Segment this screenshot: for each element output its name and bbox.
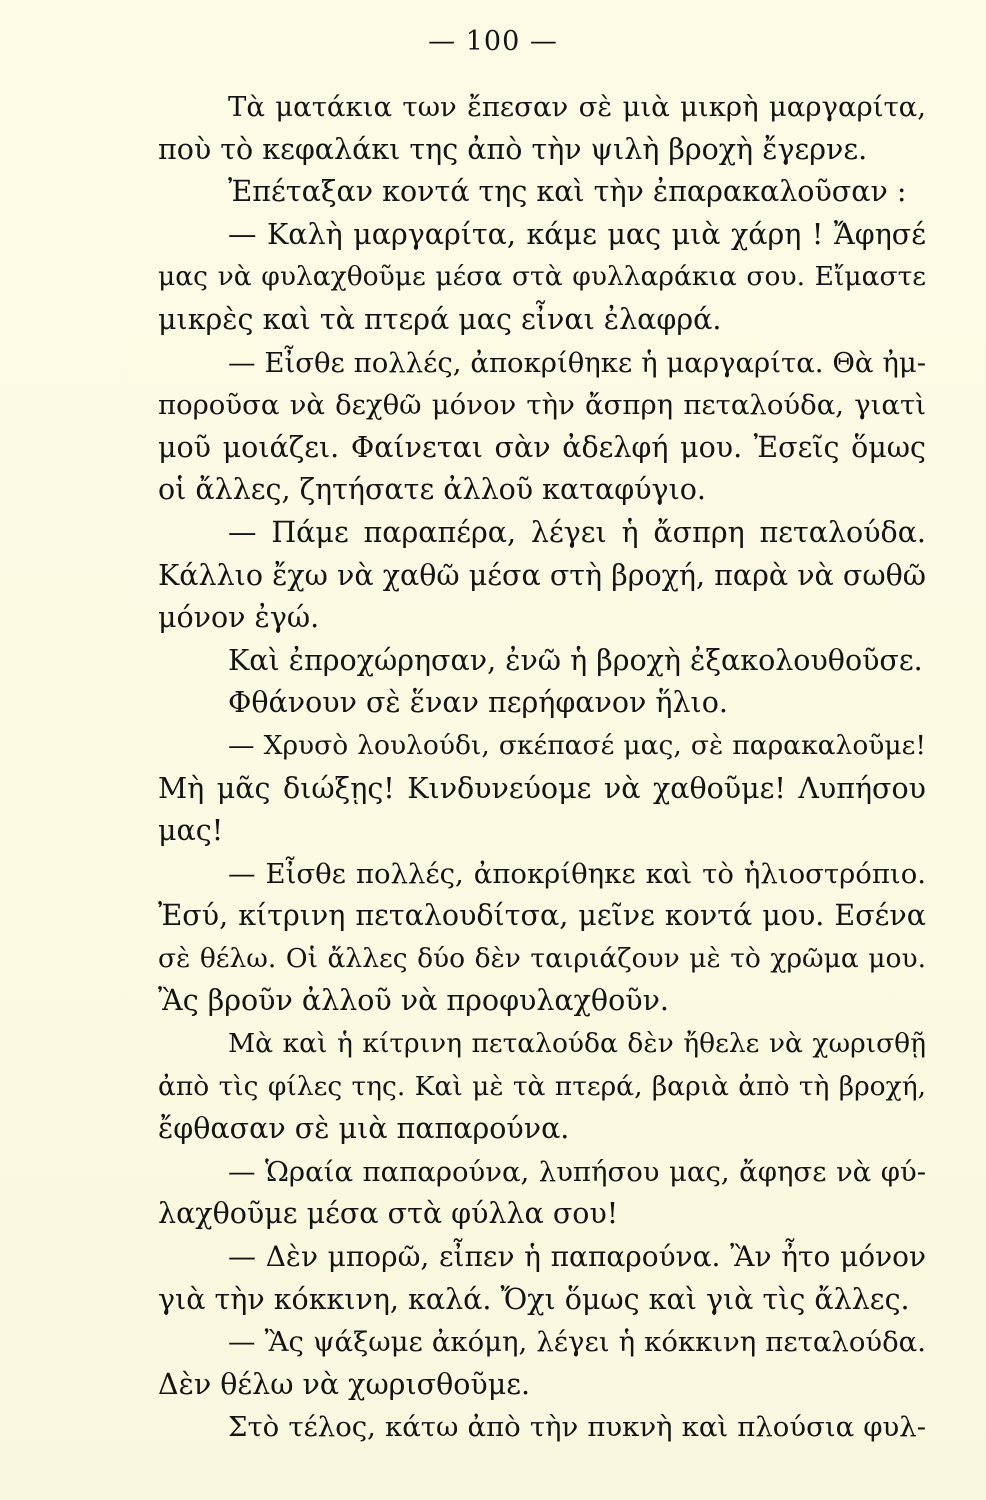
text-line: μοῦ μοιάζει. Φαίνεται σὰν ἀδελφή μου. Ἐσεῖς ὅμως xyxy=(158,430,926,464)
text-line: Μὰ καὶ ἡ κίτρινη πεταλούδα δὲν ἤθελε νὰ χωρισθῇ xyxy=(228,1028,926,1060)
text-line: — Πάμε παραπέρα, λέγει ἡ ἄσπρη πεταλούδα. xyxy=(228,515,926,549)
page-number: — 100 — xyxy=(428,26,558,57)
text-line: λαχθοῦμε μέσα στὰ φύλλα σου! xyxy=(158,1197,619,1231)
text-line: μικρὲς καὶ τὰ πτερά μας εἶναι ἐλαφρά. xyxy=(158,302,722,336)
text-line: Τὰ ματάκια των ἔπεσαν σὲ μιὰ μικρὴ μαργαρίτα, xyxy=(228,91,926,123)
text-line: Μὴ μᾶς διώξῃς! Κινδυνεύομε νὰ χαθοῦμε! Λυπήσου xyxy=(158,771,926,805)
text-line: — Εἶσθε πολλές, ἀποκρίθηκε ἡ μαργαρίτα. Θὰ ἠμ- xyxy=(228,346,926,379)
text-line: — Ἂς ψάξωμε ἀκόμη, λέγει ἡ κόκκινη πεταλούδα. xyxy=(228,1326,926,1359)
text-line: Κάλλιο ἔχω νὰ χαθῶ μέσα στὴ βροχή, παρὰ νὰ σωθῶ xyxy=(158,558,926,592)
text-line: Καὶ ἐπροχώρησαν, ἐνῶ ἡ βροχὴ ἐξακολουθοῦσε. xyxy=(228,643,923,677)
text-line: μόνον ἐγώ. xyxy=(158,601,320,635)
text-line: Ἐπέταξαν κοντά της καὶ τὴν ἐπαρακαλοῦσαν : xyxy=(228,175,907,209)
text-line: ἔφθασαν σὲ μιὰ παπαρούνα. xyxy=(158,1112,570,1146)
text-line: — Εἶσθε πολλές, ἀποκρίθηκε καὶ τὸ ἡλιοστρόπιο. xyxy=(228,857,926,890)
text-line: μας νὰ φυλαχθοῦμε μέσα στὰ φυλλαράκια σου. Εἴμαστε xyxy=(158,261,926,293)
text-line: ποροῦσα νὰ δεχθῶ μόνον τὴν ἄσπρη πεταλούδα, γιατὶ xyxy=(158,389,926,422)
text-line: — Καλὴ μαργαρίτα, κάμε μας μιὰ χάρη ! Ἄφησέ xyxy=(228,217,926,251)
text-line: Στὸ τέλος, κάτω ἀπὸ τὴν πυκνὴ καὶ πλούσια φυλ- xyxy=(228,1411,926,1444)
text-line: γιὰ τὴν κόκκινη, καλά. Ὄχι ὅμως καὶ γιὰ τὶς ἄλλες. xyxy=(158,1282,910,1316)
text-line: μας! xyxy=(158,814,224,848)
text-line: Ἂς βροῦν ἀλλοῦ νὰ προφυλαχθοῦν. xyxy=(158,984,669,1018)
text-line: οἱ ἄλλες, ζητήσατε ἀλλοῦ καταφύγιο. xyxy=(158,473,706,507)
text-line: σὲ θέλω. Οἱ ἄλλες δύο δὲν ταιριάζουν μὲ τὸ χρῶμα μου. xyxy=(158,942,926,974)
text-line: — Δὲν μπορῶ, εἶπεν ἡ παπαρούνα. Ἂν ἦτο μόνον xyxy=(228,1240,926,1274)
text-line: Φθάνουν σὲ ἕναν περήφανον ἥλιο. xyxy=(228,686,728,720)
text-line: Δὲν θέλω νὰ χωρισθοῦμε. xyxy=(158,1367,531,1401)
body-text xyxy=(158,86,926,1449)
text-line: Ἐσύ, κίτρινη πεταλουδίτσα, μεῖνε κοντά μου. Εσένα xyxy=(158,899,926,933)
text-line: ἀπὸ τὶς φίλες της. Καὶ μὲ τὰ πτερά, βαριὰ ἀπὸ τὴ βροχή, xyxy=(158,1070,926,1102)
text-line: — Ὡραία παπαρούνα, λυπήσου μας, ἄφησε νὰ φύ- xyxy=(228,1155,926,1188)
text-line: — Χρυσὸ λουλούδι, σκέπασέ μας, σὲ παρακαλοῦμε! xyxy=(228,729,926,761)
text-line: ποὺ τὸ κεφαλάκι της ἀπὸ τὴν ψιλὴ βροχὴ ἔγερνε. xyxy=(158,132,868,166)
